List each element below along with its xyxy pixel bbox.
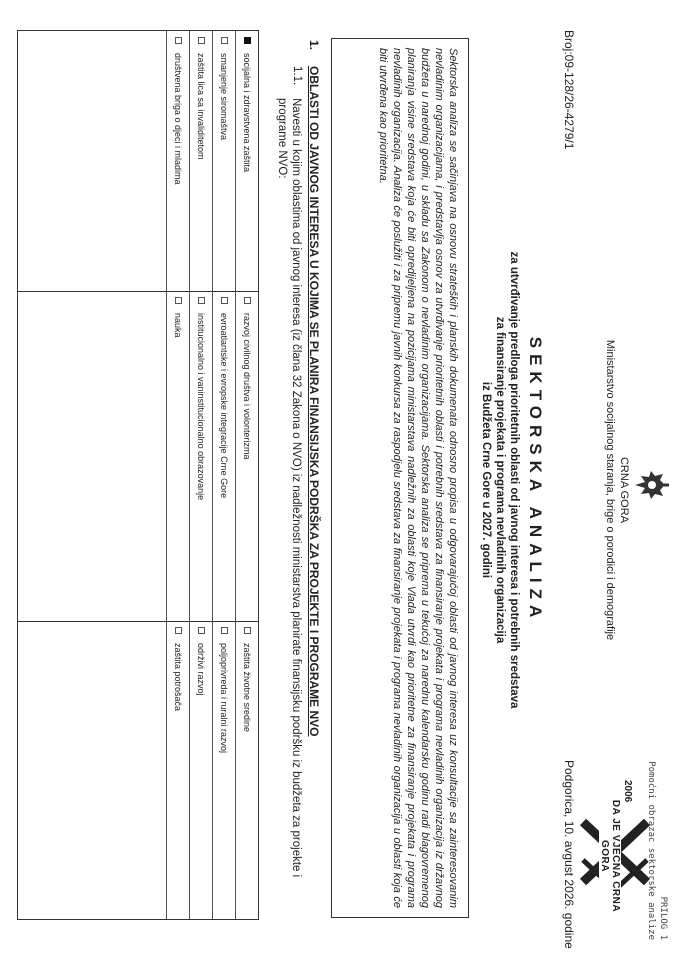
checkbox[interactable] [175, 297, 182, 304]
document-title: SEKTORSKA ANALIZA [526, 336, 545, 624]
ministry-name: Ministarstvo socijalnog staranja, brige o porodici i demografije [604, 339, 616, 641]
areas-column [18, 31, 258, 291]
country-name: CRNA GORA [618, 456, 630, 523]
area-option[interactable] [166, 31, 189, 291]
document-number: Broj:09-128/26-4279/1 [562, 30, 576, 150]
checkbox[interactable] [221, 627, 228, 634]
areas-table [17, 30, 259, 920]
checkbox[interactable] [175, 37, 182, 44]
checkbox[interactable] [244, 297, 251, 304]
annex-label: PRILOG 1 [658, 896, 668, 940]
area-label: zaštita potrošača [173, 643, 183, 712]
section-title: OBLASTI OD JAVNOG INTERESA U KOJIMA SE PLANIRA FINANSIJSKA PODRŠKA ZA PROJEKTE I PROGRAME NVO [307, 66, 321, 737]
area-option[interactable] [212, 31, 235, 291]
checkbox[interactable] [175, 627, 182, 634]
area-label: smanjenje siromaštva [219, 53, 229, 141]
areas-column [18, 291, 258, 621]
area-label: održivi razvoj [196, 643, 206, 696]
section-number: 1. [307, 40, 321, 51]
checkbox[interactable] [198, 297, 205, 304]
checkbox[interactable] [244, 627, 251, 634]
area-option[interactable] [235, 31, 258, 291]
question-text: Navesti u kojim oblastima od javnog interesa (iz člana 32 Zakona o NVO) iz nadležnosti ministarstva planirate finansijsku podršku iz budžeta za projekte i programe NVO: [276, 98, 302, 878]
area-option[interactable] [166, 291, 189, 621]
areas-column [18, 621, 258, 919]
document-subtitle-line: za utvrđivanje predloga prioritetnih oblasti od javnog interesa i potrebnih sredstava [508, 251, 520, 709]
area-label: zaštita životne sredine [242, 643, 252, 733]
area-option[interactable] [189, 291, 212, 621]
checkbox-checked[interactable] [244, 37, 251, 44]
jubilee-logo [579, 762, 651, 942]
area-label: razvoj civilnog društva i volonterizma [242, 313, 252, 460]
area-option[interactable] [166, 621, 189, 919]
area-option[interactable] [235, 291, 258, 621]
area-label: poljoprivreda i ruralni razvoj [219, 643, 229, 754]
area-option[interactable] [235, 621, 258, 919]
jubilee-motto: DA JE VJEČNA CRNA GORA [599, 786, 621, 926]
ministry-header [603, 300, 631, 680]
intro-paragraph: Sektorska analiza se sačinjava na osnovu strateških i planskih dokumenata odnosno propisa u odgovarajućoj oblasti od javnog interesa uz konsultacije sa zainteresovanim nevladinim organizacijama, i predstavlja osnov za utvrđivanje prioritetnih oblasti i potrebnih sredstava za finansiranje projekata i programa nevladinih organizacija iz državnog budžeta u narednoj godini, u skladu sa Zakonom o nevladinim organizacijama. Sektorska analiza se priprema u tekućoj za narednu kalendarsku godinu radi blagovremenog planiranja visine sredstava koja će biti opredijeljena na pozicijama ministarstava nadležnih za oblasti koje Vlada utvrdi kao prioritetne za finansiranje projekata i programa nevladinih organizacija. Analiza će poslužiti i za pripremu javnih konkursa za raspodjelu sredstava za finansiranje projekata i programa nevladinih organizacija u oblasti koja će biti utvrđena kao prioritetna. [331, 38, 469, 918]
area-label: socijalna i zdravstvena zaštita [242, 53, 252, 173]
place-and-date: Podgorica, 10. avgust 2026. godine [562, 760, 576, 949]
jubilee-year-left: 2006 [622, 780, 633, 803]
checkbox[interactable] [221, 297, 228, 304]
area-label: evroatlantske i evropske integracije Crne Gore [219, 313, 229, 499]
annex-description: Pomoćni obrazac sektorske analize [646, 761, 656, 940]
question-number: 1.1. [291, 66, 303, 86]
checkbox[interactable] [221, 37, 228, 44]
area-option[interactable] [189, 31, 212, 291]
area-option[interactable] [212, 621, 235, 919]
area-label: institucionalno i vaninstitucionalno obrazovanje [196, 313, 206, 501]
area-option[interactable] [189, 621, 212, 919]
coat-of-arms-icon [629, 468, 669, 502]
checkbox[interactable] [198, 627, 205, 634]
document-subtitle-line: iz Budžeta Crne Gore u 2027. godini [480, 381, 492, 579]
document-subtitle-line: za finansiranje projekata i programa nevladinih organizacija [494, 316, 506, 644]
area-label: zaštita lica sa invaliditetom [196, 53, 206, 160]
area-label: nauka [173, 313, 183, 338]
area-option[interactable] [212, 291, 235, 621]
area-label: društvena briga o djeci i mladima [173, 53, 183, 185]
checkbox[interactable] [198, 37, 205, 44]
